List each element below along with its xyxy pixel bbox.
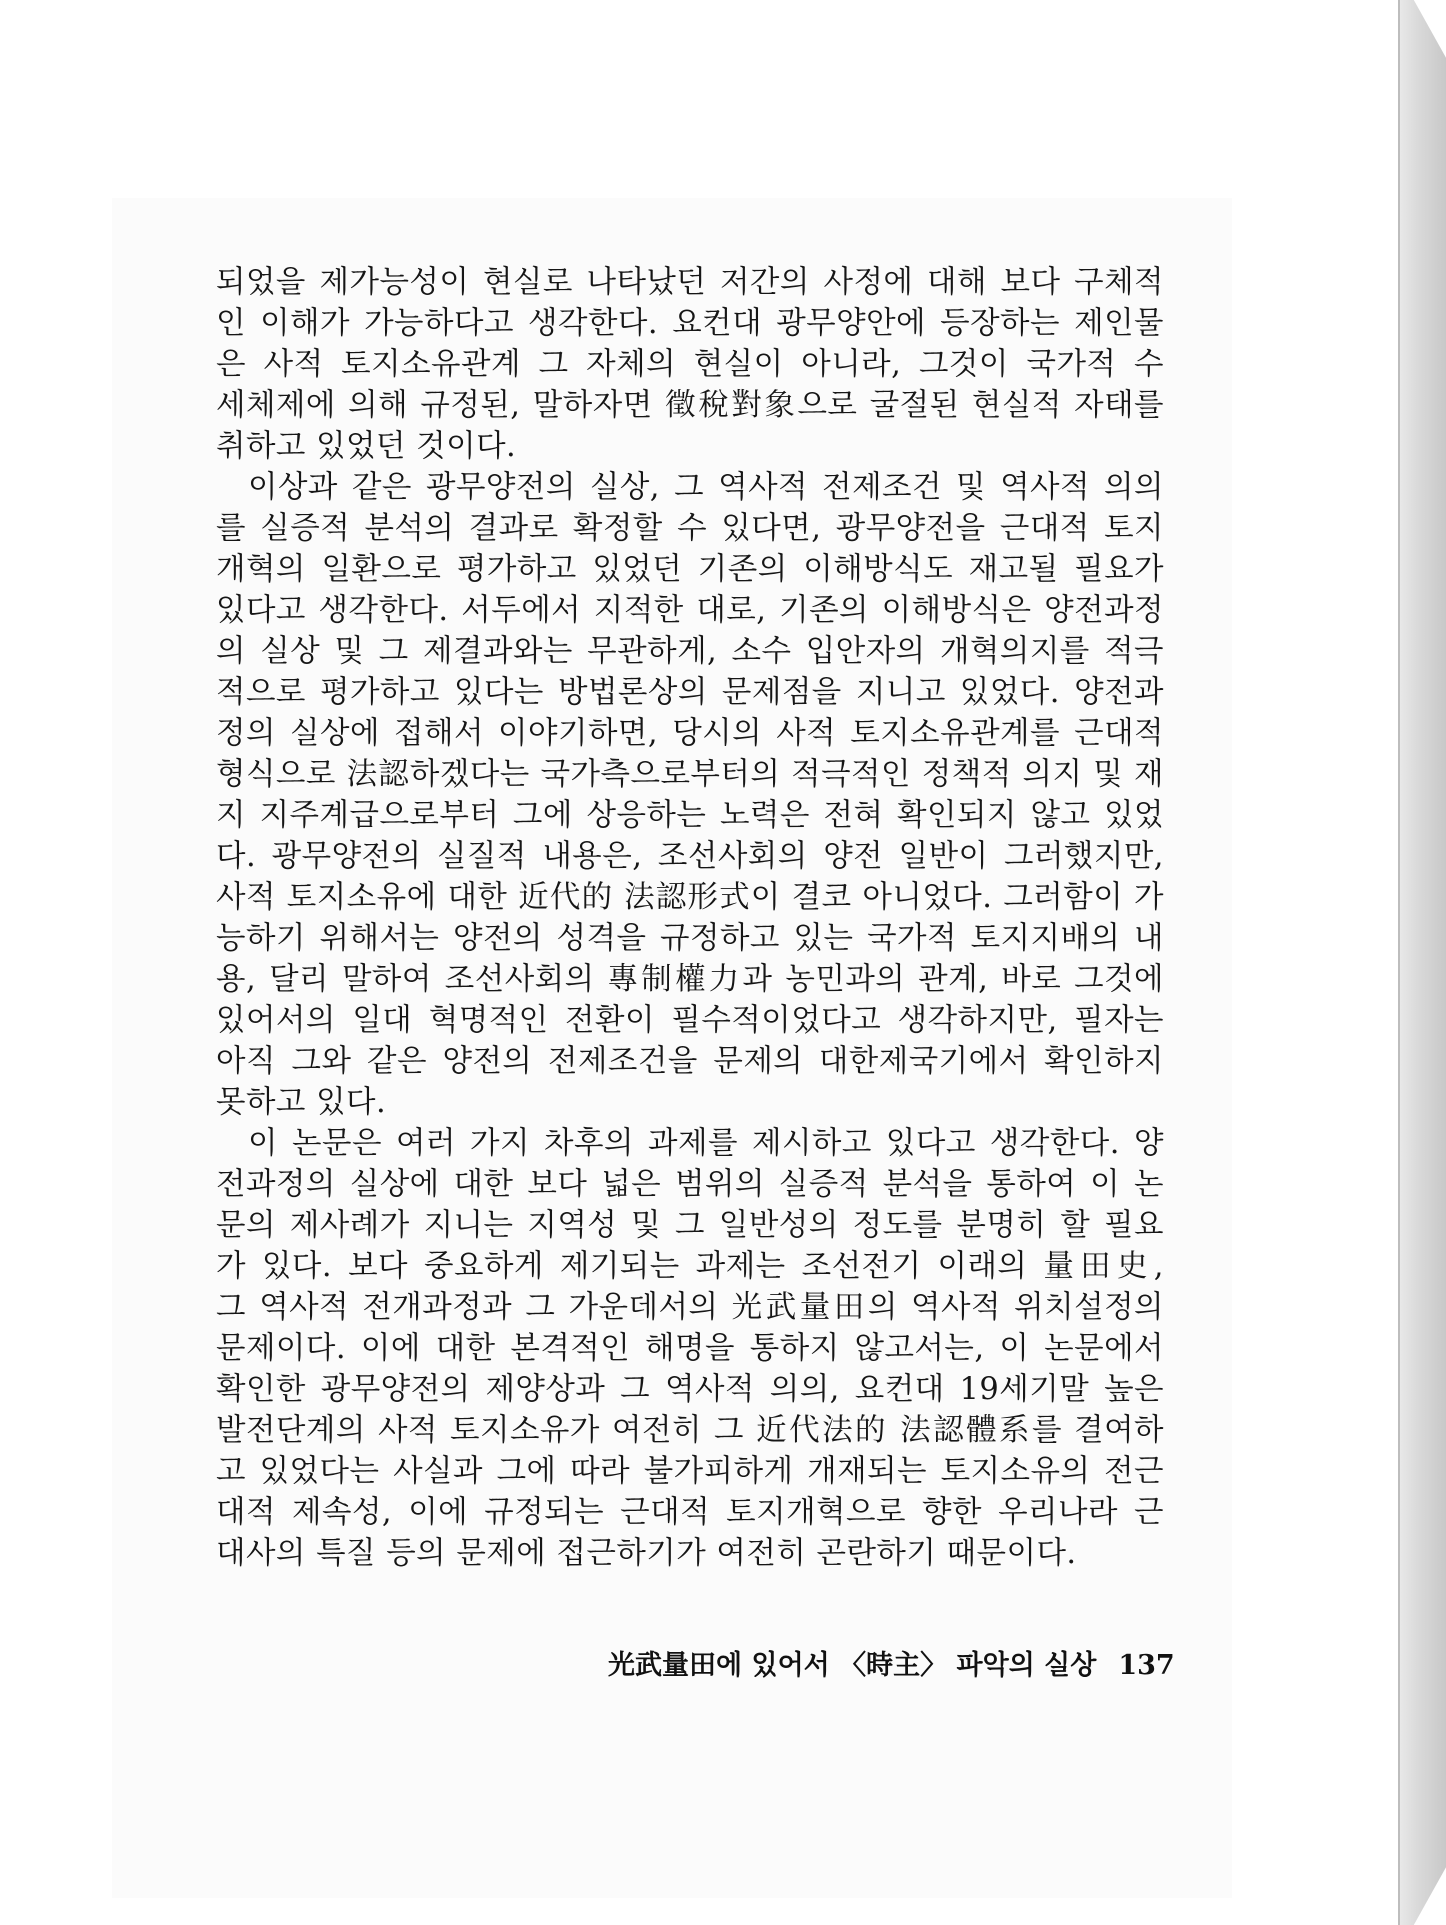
text-line: 확인한 광무양전의 제양상과 그 역사적 의의, 요컨대 19세기말 높은 [216, 1372, 1164, 1407]
running-title: 光武量田에 있어서 〈時主〉 파악의 실상 [608, 1650, 1097, 1681]
text-line: 정의 실상에 접해서 이야기하면, 당시의 사적 토지소유관계를 근대적 [216, 716, 1164, 751]
text-line: 고 있었다는 사실과 그에 따라 불가피하게 개재되는 토지소유의 전근 [216, 1454, 1164, 1489]
text-line: 다. 광무양전의 실질적 내용은, 조선사회의 양전 일반이 그러했지만, [216, 839, 1164, 874]
text-line: 능하기 위해서는 양전의 성격을 규정하고 있는 국가적 토지지배의 내 [216, 921, 1164, 956]
text-line: 이상과 같은 광무양전의 실상, 그 역사적 전제조건 및 역사적 의의 [248, 470, 1164, 505]
page-footer [608, 1643, 1175, 1682]
text-line: 문제이다. 이에 대한 본격적인 해명을 통하지 않고서는, 이 논문에서 [216, 1331, 1164, 1366]
paragraph-3 [216, 1123, 1164, 1574]
text-line: 대적 제속성, 이에 규정되는 근대적 토지개혁으로 향한 우리나라 근 [216, 1495, 1164, 1530]
text-line: 아직 그와 같은 양전의 전제조건을 문제의 대한제국기에서 확인하지 [216, 1044, 1164, 1079]
text-line: 를 실증적 분석의 결과로 확정할 수 있다면, 광무양전을 근대적 토지 [216, 511, 1164, 546]
text-line: 개혁의 일환으로 평가하고 있었던 기존의 이해방식도 재고될 필요가 [216, 552, 1164, 587]
text-line: 발전단계의 사적 토지소유가 여전히 그 近代法的 法認體系를 결여하 [216, 1413, 1164, 1448]
text-line: 용, 달리 말하여 조선사회의 專制權力과 농민과의 관계, 바로 그것에 [216, 962, 1164, 997]
text-line: 이 논문은 여러 가지 차후의 과제를 제시하고 있다고 생각한다. 양 [248, 1126, 1164, 1161]
body-text [216, 262, 1164, 1574]
text-line: 형식으로 法認하겠다는 국가측으로부터의 적극적인 정책적 의지 및 재 [216, 757, 1164, 792]
text-line: 인 이해가 가능하다고 생각한다. 요컨대 광무양안에 등장하는 제인물 [216, 306, 1164, 341]
paragraph-1 [216, 262, 1164, 467]
text-line: 되었을 제가능성이 현실로 나타났던 저간의 사정에 대해 보다 구체적 [216, 265, 1164, 300]
text-line: 못하고 있다. [216, 1085, 387, 1120]
text-line: 사적 토지소유에 대한 近代的 法認形式이 결코 아니었다. 그러함이 가 [216, 880, 1164, 915]
text-line: 전과정의 실상에 대한 보다 넓은 범위의 실증적 분석을 통하여 이 논 [216, 1167, 1164, 1202]
text-line: 그 역사적 전개과정과 그 가운데서의 光武量田의 역사적 위치설정의 [216, 1290, 1164, 1325]
page-number: 137 [1118, 1650, 1175, 1681]
paragraph-2 [216, 467, 1164, 1123]
text-line: 문의 제사례가 지니는 지역성 및 그 일반성의 정도를 분명히 할 필요 [216, 1208, 1164, 1243]
text-line: 은 사적 토지소유관계 그 자체의 현실이 아니라, 그것이 국가적 수 [216, 347, 1164, 382]
text-line: 적으로 평가하고 있다는 방법론상의 문제점을 지니고 있었다. 양전과 [216, 675, 1164, 710]
text-line: 지 지주계급으로부터 그에 상응하는 노력은 전혀 확인되지 않고 있었 [216, 798, 1164, 833]
text-line: 대사의 특질 등의 문제에 접근하기가 여전히 곤란하기 때문이다. [216, 1536, 1077, 1571]
text-line: 있어서의 일대 혁명적인 전환이 필수적이었다고 생각하지만, 필자는 [216, 1003, 1164, 1038]
text-line: 세체제에 의해 규정된, 말하자면 徵稅對象으로 굴절된 현실적 자태를 [216, 388, 1164, 423]
text-line: 의 실상 및 그 제결과와는 무관하게, 소수 입안자의 개혁의지를 적극 [216, 634, 1164, 669]
text-line: 가 있다. 보다 중요하게 제기되는 과제는 조선전기 이래의 量田史, [216, 1249, 1164, 1284]
text-line: 취하고 있었던 것이다. [216, 429, 517, 464]
page-edge-stack [1400, 0, 1446, 1925]
text-line: 있다고 생각한다. 서두에서 지적한 대로, 기존의 이해방식은 양전과정 [216, 593, 1164, 628]
